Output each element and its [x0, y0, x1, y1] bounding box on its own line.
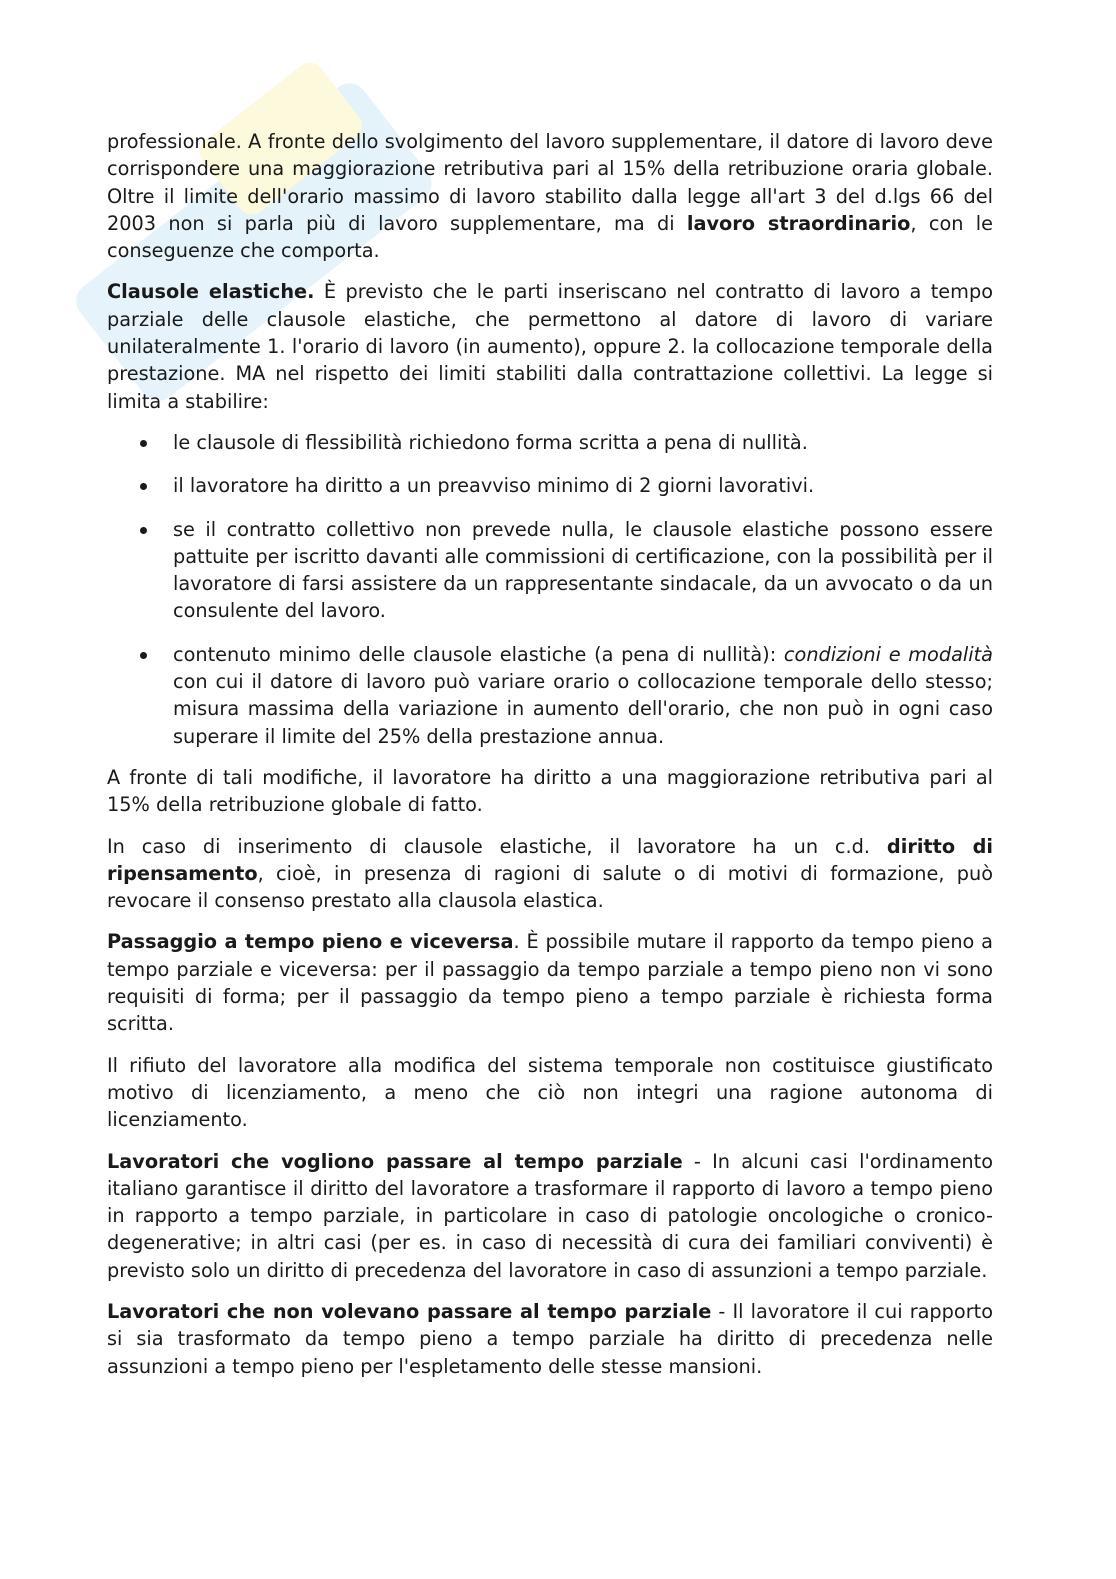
heading-lavoratori-che-vogliono: Lavoratori che vogliono passare al tempo parziale: [107, 1149, 683, 1173]
term-condizioni-e-modalita: condizioni e modalità: [783, 642, 993, 666]
list-item: contenuto minimo delle clausole elastiche (a pena di nullità): condizioni e modalità con cui il datore di lavoro può variare orario o collocazione temporale dello stesso; misura massima della variazione in aumento dell'orario, che non può in ogni caso superare il limite del 25% della prestazione annua.: [107, 641, 993, 750]
list-item: le clausole di flessibilità richiedono forma scritta a pena di nullità.: [107, 429, 993, 456]
paragraph-clausole-elastiche: Clausole elastiche. È previsto che le parti inseriscano nel contratto di lavoro a tempo parziale delle clausole elastiche, che permettono al datore di lavoro di variare unilateralmente 1. l'orario di lavoro (in aumento), oppure 2. la collocazione temporale della prestazione. MA nel rispetto dei limiti stabiliti dalla contrattazione collettivi. La legge si limita a stabilire:: [107, 280, 993, 413]
heading-passaggio-tempo-pieno: Passaggio a tempo pieno e viceversa: [107, 930, 514, 954]
term-diritto-di-ripensamento: diritto di ripensamento: [107, 834, 993, 885]
bullet-icon: [140, 440, 147, 447]
bullet-icon: [140, 527, 147, 534]
document-page: [107, 128, 993, 1394]
bullet-icon: [140, 652, 147, 659]
paragraph-passaggio-tempo-pieno: Passaggio a tempo pieno e viceversa. È possibile mutare il rapporto da tempo pieno a tempo parziale e viceversa: per il passaggio da tempo parziale a tempo pieno non vi sono requisiti di forma; per il passaggio da tempo pieno a tempo parziale è richiesta forma scritta.: [107, 930, 993, 1036]
paragraph-lavoratori-che-vogliono: Lavoratori che vogliono passare al tempo parziale - In alcuni casi l'ordinamento italiano garantisce il diritto del lavoratore a trasformare il rapporto di lavoro a tempo pieno in rapporto a tempo parziale, in particolare in caso di patologie oncologiche o cronico-degenerative; in altri casi (per es. in caso di necessità di cura dei familiari conviventi) è previsto solo un diritto di precedenza del lavoratore in caso di assunzioni a tempo parziale.: [107, 1149, 994, 1282]
list-item: se il contratto collettivo non prevede nulla, le clausole elastiche possono essere pattuite per iscritto davanti alle commissioni di certificazione, con la possibilità per il lavoratore di farsi assistere da un rappresentante sindacale, da un avvocato o da un consulente del lavoro.: [107, 516, 993, 625]
paragraph-lavoratori-che-non-volevano: Lavoratori che non volevano passare al tempo parziale - Il lavoratore il cui rapporto si sia trasformato da tempo pieno a tempo parziale ha diritto di precedenza nelle assunzioni a tempo pieno per l'espletamento delle stesse mansioni.: [107, 1299, 993, 1378]
heading-clausole-elastiche: Clausole elastiche.: [107, 280, 315, 304]
bullet-list: [107, 429, 993, 750]
paragraph-maggiorazione: A fronte di tali modifiche, il lavoratore ha diritto a una maggiorazione retributiva pari al 15% della retribuzione globale di fatto.: [107, 765, 993, 817]
heading-lavoratori-che-non-volevano: Lavoratori che non volevano passare al tempo parziale: [107, 1299, 712, 1323]
paragraph-lavoro-supplementare: professionale. A fronte dello svolgimento del lavoro supplementare, il datore di lavoro deve corrispondere una maggiorazione retributiva pari al 15% della retribuzione oraria globale. Oltre il limite dell'orario massimo di lavoro stabilito dalla legge all'art 3 del d.lgs 66 del 2003 non si parla più di lavoro supplementare, ma di lavoro straordinario, con le conseguenze che comporta.: [107, 130, 993, 263]
bullet-icon: [140, 483, 147, 490]
list-item: il lavoratore ha diritto a un preavviso minimo di 2 giorni lavorativi.: [107, 472, 993, 499]
paragraph-rifiuto-lavoratore: Il rifiuto del lavoratore alla modifica del sistema temporale non costituisce giustificato motivo di licenziamento, a meno che ciò non integri una ragione autonoma di licenziamento.: [107, 1053, 993, 1132]
paragraph-diritto-ripensamento: In caso di inserimento di clausole elastiche, il lavoratore ha un c.d. diritto di ripensamento, cioè, in presenza di ragioni di salute o di motivi di formazione, può revocare il consenso prestato alla clausola elastica.: [107, 834, 993, 913]
term-lavoro-straordinario: lavoro straordinario: [686, 211, 911, 235]
